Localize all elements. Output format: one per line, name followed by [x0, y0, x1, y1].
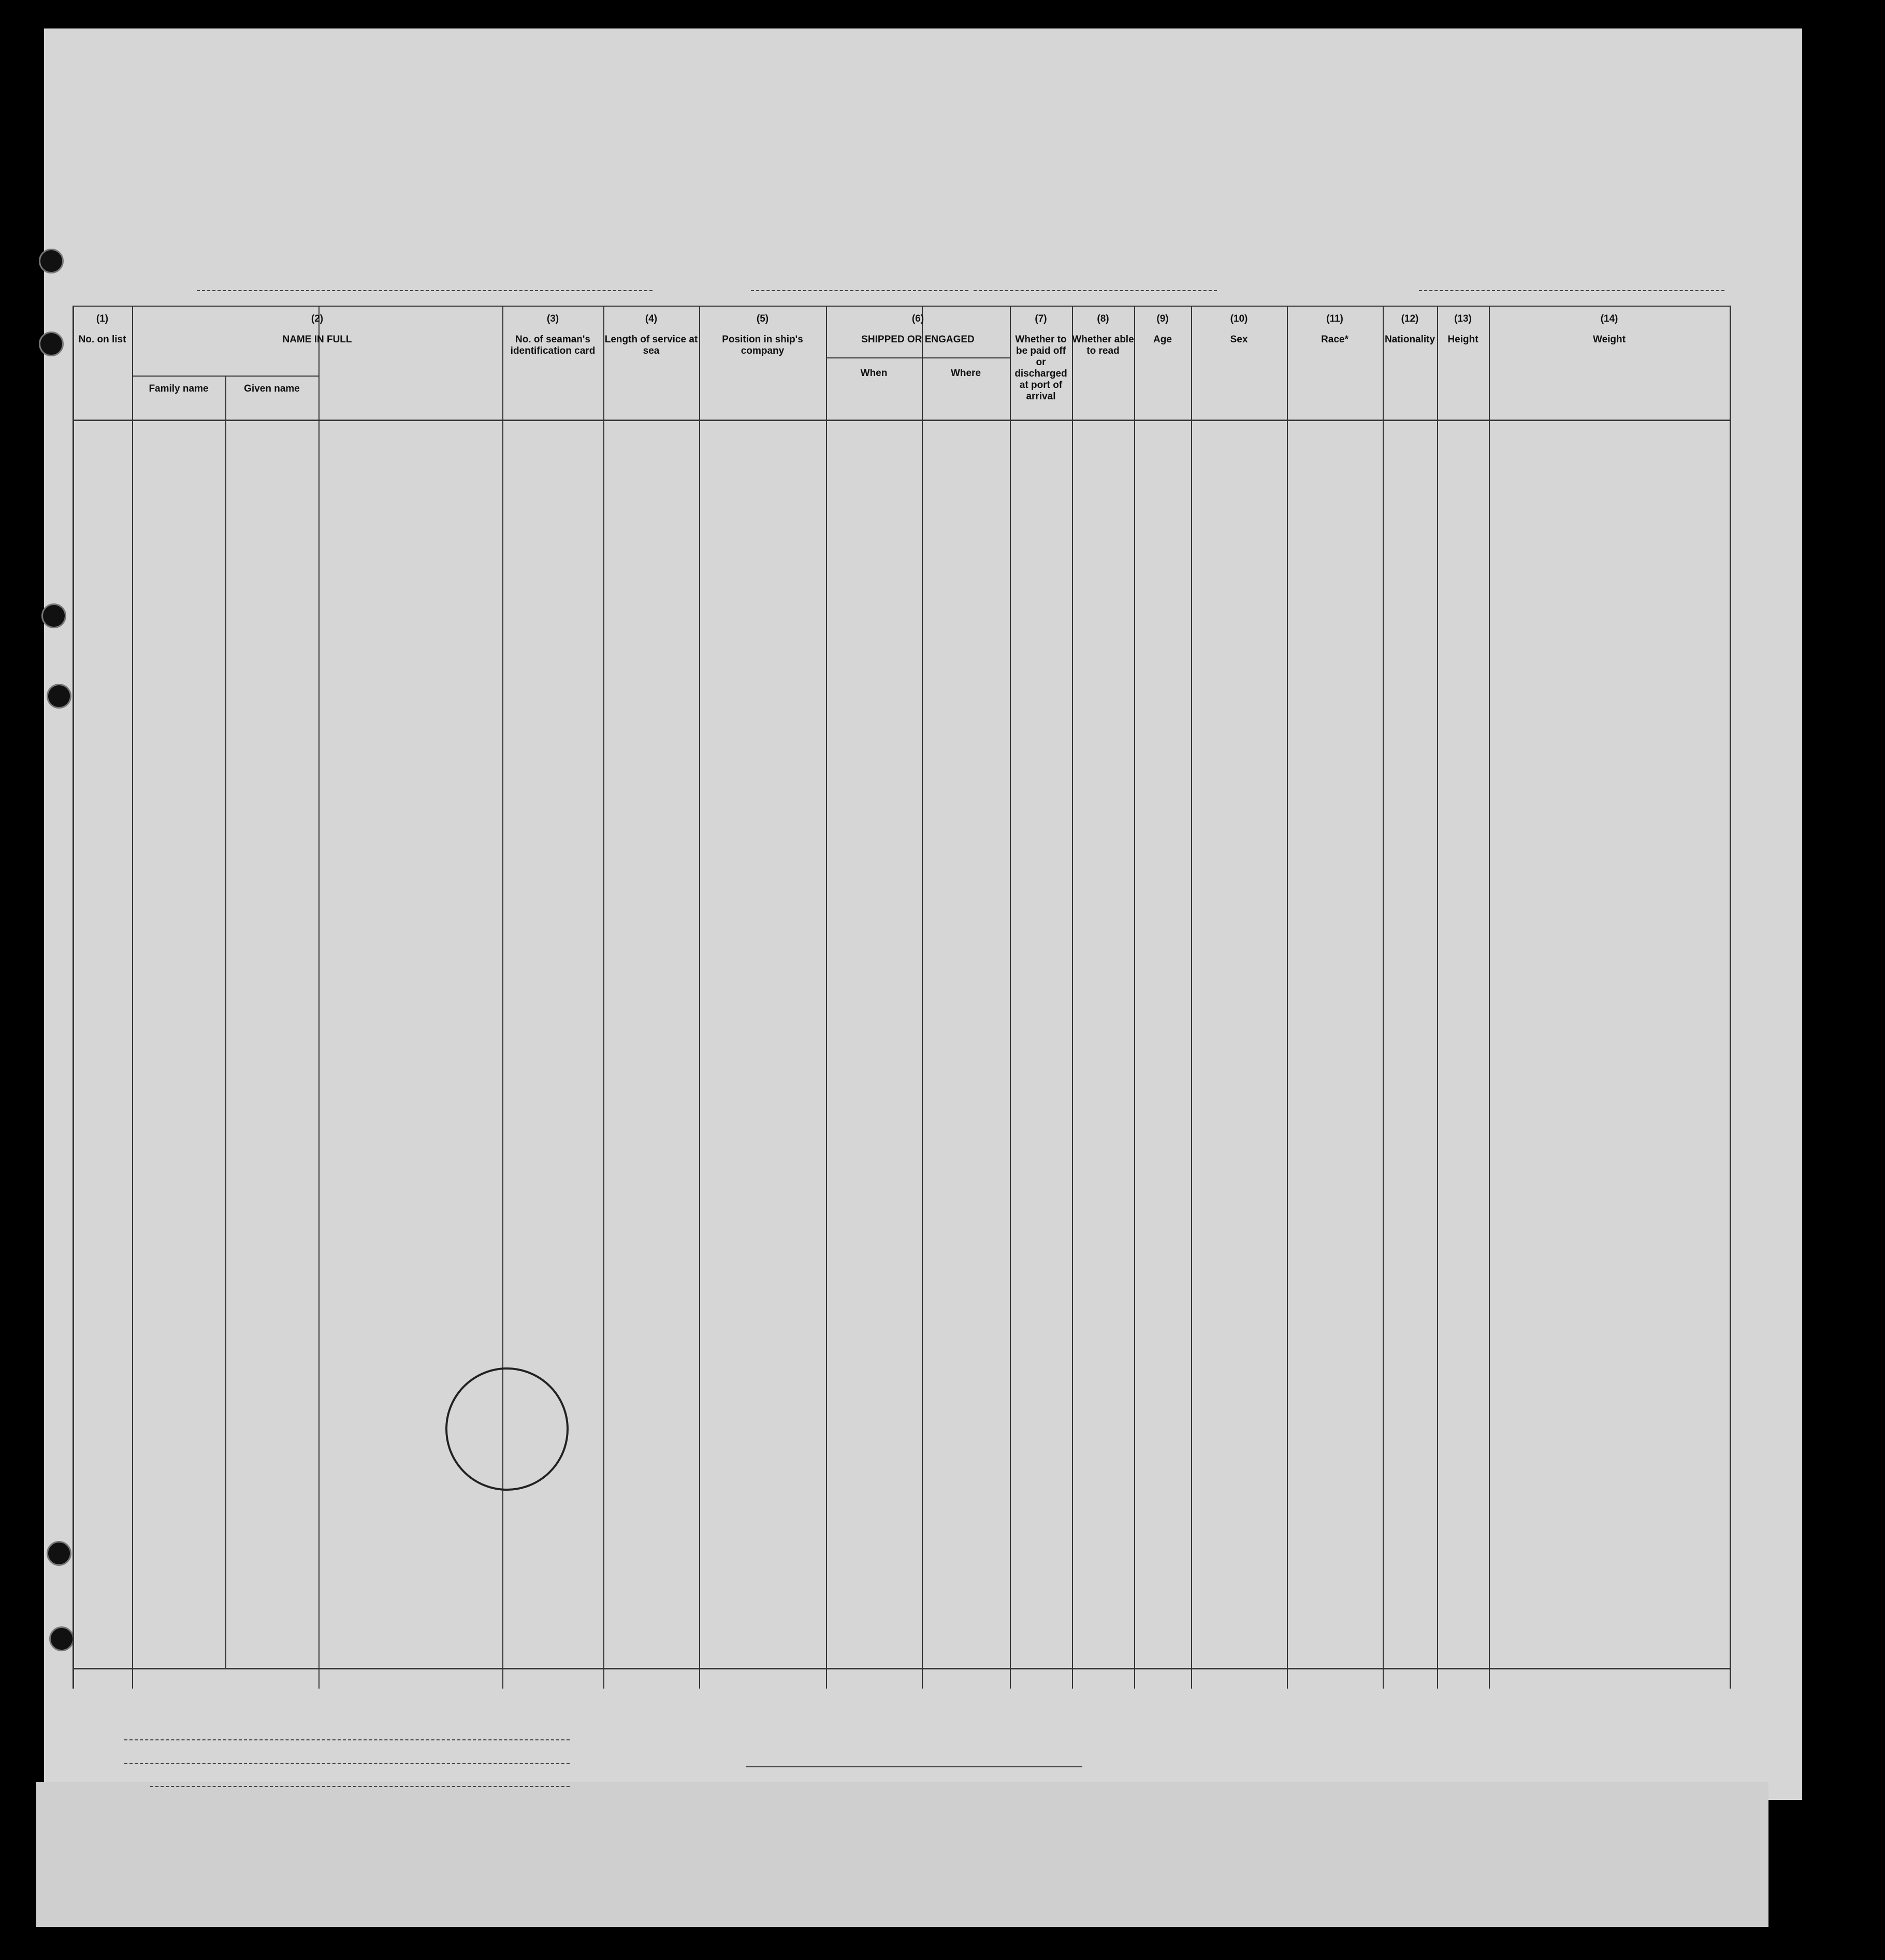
punch-hole: [47, 1541, 71, 1566]
column-number: (10): [1230, 313, 1248, 324]
column-label: Race*: [1321, 334, 1349, 345]
column-subheader: Given name: [244, 383, 300, 394]
column-label: No. of seaman's identification card: [510, 334, 596, 356]
punch-hole: [41, 603, 66, 628]
punch-hole: [49, 1626, 74, 1651]
column-header: [1072, 313, 1134, 357]
column-header: [132, 313, 502, 345]
column-subheader: Where: [950, 368, 981, 379]
column-number: (4): [645, 313, 658, 324]
column-header: [603, 313, 699, 357]
column-label: Whether able to read: [1072, 334, 1134, 356]
column-header: [1383, 313, 1437, 345]
column-header: [826, 313, 1010, 345]
crew-table: [72, 306, 1730, 1689]
column-label: Weight: [1593, 334, 1626, 345]
column-header: [699, 313, 826, 357]
column-number: (9): [1156, 313, 1169, 324]
column-label: Age: [1153, 334, 1172, 345]
column-number: (6): [911, 313, 924, 324]
column-number: (14): [1600, 313, 1618, 324]
column-number: (13): [1454, 313, 1472, 324]
column-header: [1437, 313, 1489, 345]
vessel-row: [129, 259, 1761, 290]
column-label: Length of service at sea: [604, 334, 698, 356]
column-number: (11): [1326, 313, 1343, 324]
column-header: [1191, 313, 1287, 345]
column-label: NAME IN FULL: [282, 334, 352, 345]
column-label: Nationality: [1384, 334, 1436, 345]
column-label: SHIPPED OR ENGAGED: [861, 334, 975, 345]
column-number: (8): [1097, 313, 1109, 324]
column-number: (7): [1035, 313, 1047, 324]
column-number: (3): [546, 313, 559, 324]
column-header: [72, 313, 132, 345]
column-subheader: When: [860, 368, 888, 379]
column-header: [1134, 313, 1191, 345]
column-number: (12): [1401, 313, 1419, 324]
underlying-page: [36, 1782, 1768, 1927]
column-label: Position in ship's company: [722, 334, 803, 356]
column-subheader: Family name: [149, 383, 209, 394]
column-number: (1): [96, 313, 109, 324]
column-number: (5): [756, 313, 769, 324]
column-header: [502, 313, 603, 357]
column-label: Whether to be paid off or discharged at port of arrival: [1014, 334, 1067, 402]
column-header: [1010, 313, 1072, 402]
punch-hole: [39, 249, 64, 273]
column-label: Height: [1447, 334, 1478, 345]
punch-hole: [39, 332, 64, 356]
column-label: Sex: [1230, 334, 1248, 345]
column-label: No. on list: [78, 334, 126, 345]
punch-hole: [47, 684, 71, 709]
immigration-stamp: [445, 1367, 569, 1491]
column-header: [1287, 313, 1383, 345]
column-number: (2): [311, 313, 324, 324]
column-header: [1489, 313, 1730, 345]
